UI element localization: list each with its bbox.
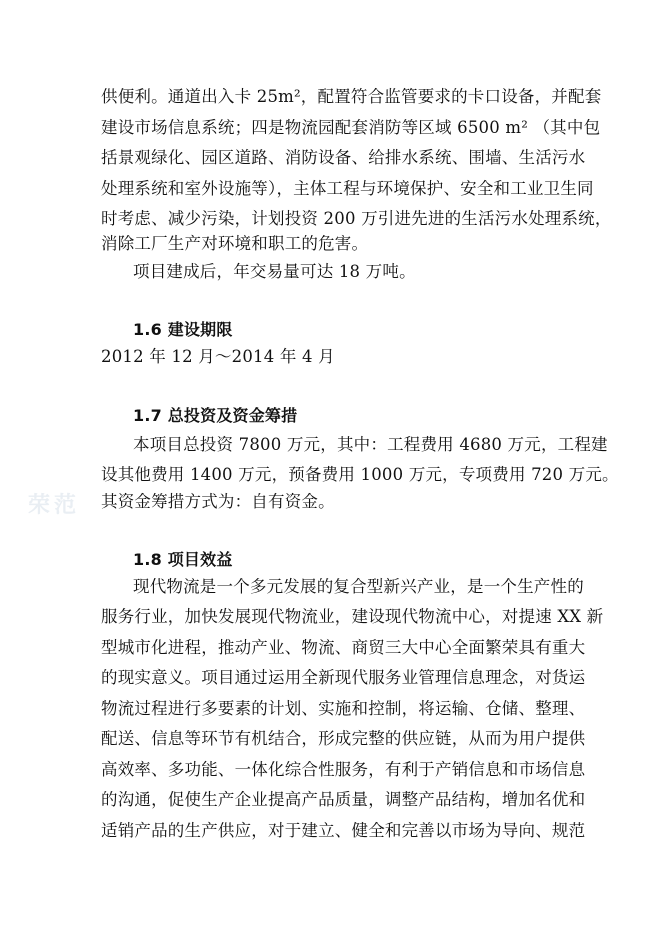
section-1-7-line: 设其他费用 1400 万元，预备费用 1000 万元，专项费用 720 万元。 — [101, 465, 619, 484]
section-1-7-line: 其资金筹措方式为：自有资金。 — [101, 492, 335, 511]
intro-line: 建设市场信息系统；四是物流园配套消防等区域 6500 m² （其中包 — [101, 118, 601, 137]
intro-line: 消除工厂生产对环境和职工的危害。 — [101, 234, 369, 253]
section-1-8-line: 物流过程进行多要素的计划、实施和控制，将运输、仓储、整理、 — [101, 699, 586, 718]
intro-line: 项目建成后，年交易量可达 18 万吨。 — [133, 262, 416, 281]
section-1-8-line: 高效率、多功能、一体化综合性服务，有利于产销信息和市场信息 — [101, 760, 586, 779]
section-1-8-line: 适销产品的生产供应，对于建立、健全和完善以市场为导向、规范 — [101, 821, 586, 840]
intro-line: 括景观绿化、园区道路、消防设备、给排水系统、围墙、生活污水 — [101, 148, 586, 167]
section-1-8-line: 现代物流是一个多元发展的复合型新兴产业，是一个生产性的 — [133, 577, 584, 596]
section-1-8-line: 的现实意义。项目通过运用全新现代服务业管理信息理念，对货运 — [101, 668, 586, 687]
section-heading-1-8: 1.8 项目效益 — [133, 550, 233, 569]
section-1-6-body: 2012 年 12 月～2014 年 4 月 — [101, 347, 335, 366]
intro-line: 供便利。通道出入卡 25m²，配置符合监管要求的卡口设备，并配套 — [101, 87, 602, 106]
section-1-8-line: 型城市化进程，推动产业、物流、商贸三大中心全面繁荣具有重大 — [101, 638, 586, 657]
section-heading-1-7: 1.7 总投资及资金筹措 — [133, 406, 298, 425]
watermark: 荣范 — [28, 493, 81, 518]
section-heading-1-6: 1.6 建设期限 — [133, 320, 233, 339]
intro-line: 处理系统和室外设施等），主体工程与环境保护、安全和工业卫生同 — [101, 179, 594, 198]
section-1-8-line: 的沟通，促使生产企业提高产品质量，调整产品结构，增加名优和 — [101, 790, 586, 809]
section-1-8-line: 服务行业，加快发展现代物流业，建设现代物流中心，对提速 XX 新 — [101, 607, 604, 626]
section-1-8-line: 配送、信息等环节有机结合，形成完整的供应链，从而为用户提供 — [101, 729, 586, 748]
section-1-7-line: 本项目总投资 7800 万元，其中：工程费用 4680 万元，工程建 — [133, 435, 608, 454]
intro-line: 时考虑、减少污染，计划投资 200 万引进先进的生活污水处理系统， — [101, 209, 612, 228]
